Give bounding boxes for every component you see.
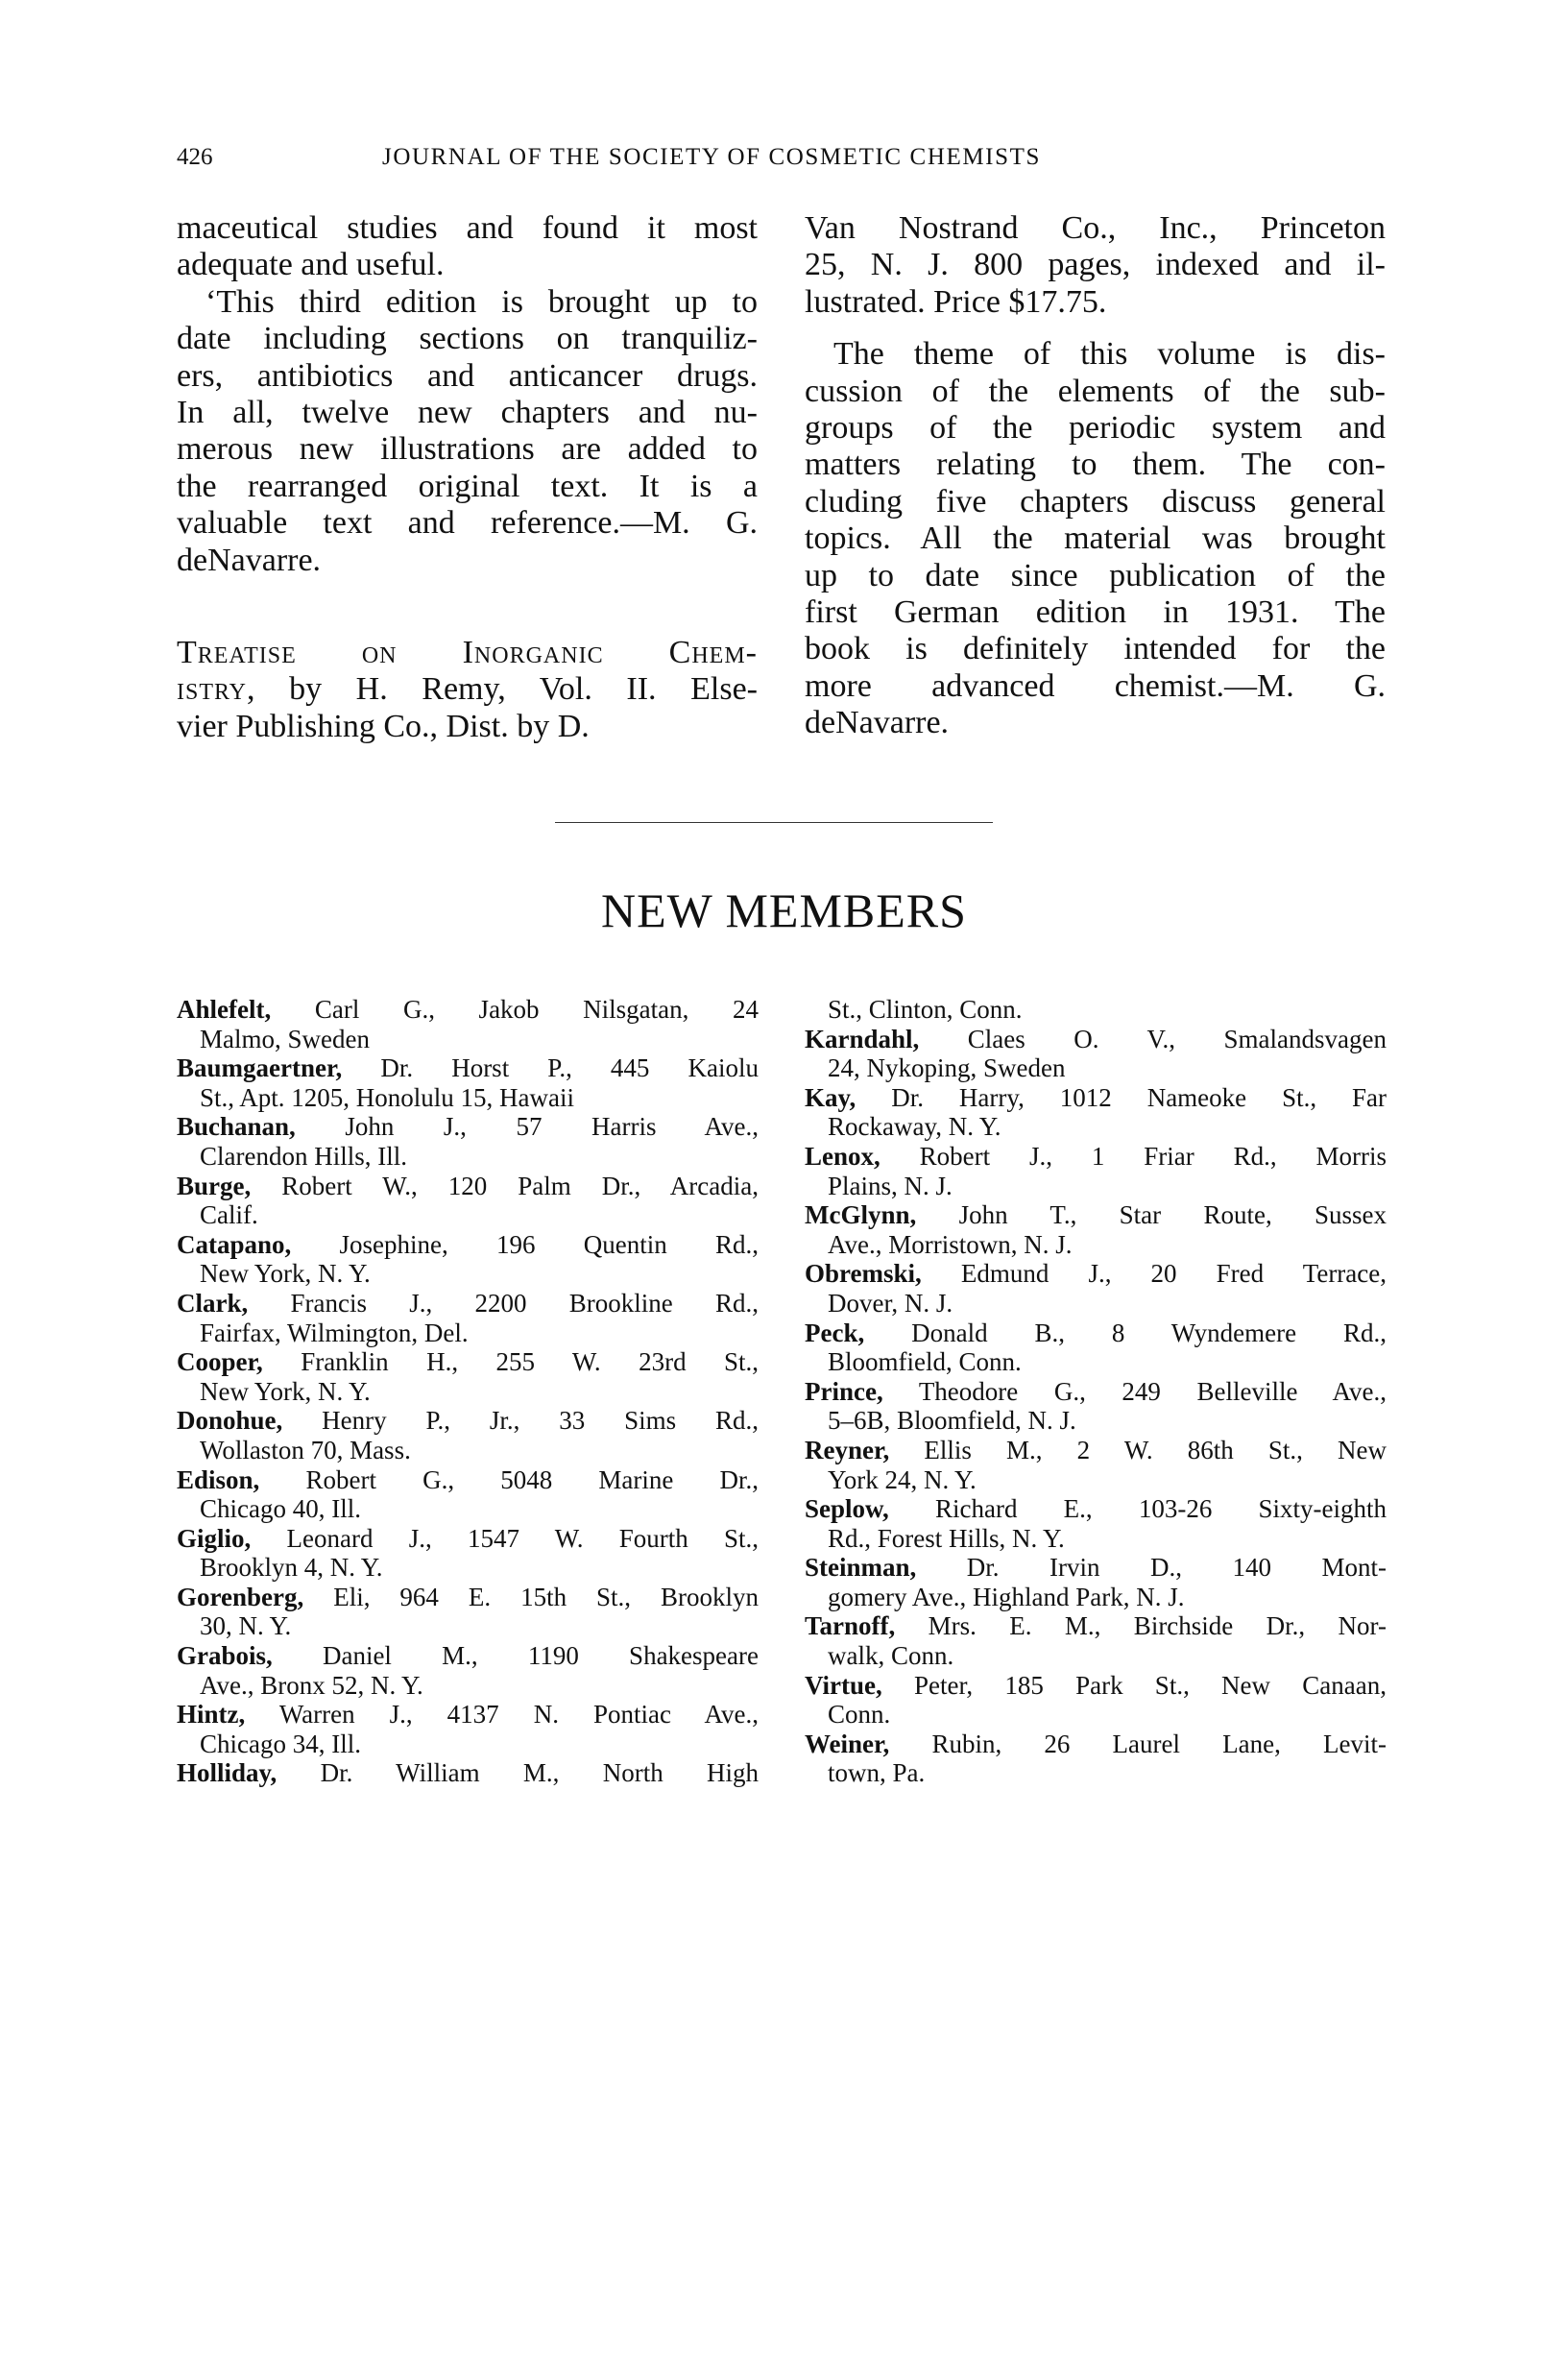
member-address: Eli, 964 E. 15th St., Brooklyn (333, 1582, 760, 1611)
member-line-2: Calif. (200, 1200, 258, 1230)
line-text: ‘This third edition is brought up to (205, 283, 758, 320)
member-name: Weiner, (805, 1729, 890, 1758)
member-line-1 (177, 1112, 759, 1142)
member-line-1 (177, 1053, 759, 1083)
review-paragraph (177, 635, 758, 745)
member-name: Lenox, (805, 1141, 880, 1171)
member-address: Daniel M., 1190 Shakespeare (322, 1641, 759, 1671)
member-line-2: York 24, N. Y. (828, 1464, 977, 1494)
line-text: the rearranged original text. It is a (177, 468, 758, 504)
member-entry (805, 1319, 1387, 1377)
member-entry (805, 1200, 1387, 1259)
member-entry (177, 1230, 759, 1289)
text-line (177, 635, 758, 671)
text-line (177, 431, 758, 468)
member-address: Mrs. E. M., Birchside Dr., Nor- (928, 1611, 1387, 1641)
member-address: Josephine, 196 Quentin Rd., (339, 1229, 759, 1259)
member-name: Seplow, (805, 1494, 889, 1524)
member-name: Kay, (805, 1082, 856, 1112)
member-name: Giglio, (177, 1523, 252, 1553)
member-entry (177, 1758, 759, 1788)
book-title-smallcaps: Treatise on Inorganic Chem- (177, 635, 758, 671)
member-address: Francis J., 2200 Brookline Rd., (290, 1288, 759, 1318)
member-line-1 (177, 1758, 759, 1788)
text-line (177, 543, 758, 579)
member-line-1 (177, 1230, 759, 1260)
member-name: Edison, (177, 1464, 260, 1494)
member-entry (177, 1465, 759, 1524)
member-name: Hintz, (177, 1700, 246, 1730)
member-line-2: Malmo, Sweden (200, 1024, 370, 1053)
text-line (177, 210, 758, 247)
member-name: Baumgaertner, (177, 1053, 343, 1083)
member-line-2: Wollaston 70, Mass. (200, 1435, 411, 1464)
member-line-2: walk, Conn. (828, 1641, 954, 1671)
member-address: Dr. Harry, 1012 Nameoke St., Far (891, 1082, 1387, 1112)
member-line-1 (805, 1611, 1387, 1641)
section-heading: NEW MEMBERS (601, 883, 967, 937)
member-address: Ellis M., 2 W. 86th St., New (924, 1435, 1387, 1464)
member-address: Richard E., 103-26 Sixty-eighth (934, 1494, 1387, 1524)
line-text: groups of the periodic system and (805, 410, 1386, 447)
member-address: Peter, 185 Park St., New Canaan, (913, 1670, 1387, 1700)
section-divider (555, 822, 993, 823)
member-address: Robert G., 5048 Marine Dr., (305, 1464, 760, 1494)
member-address: John T., Star Route, Sussex (958, 1200, 1387, 1230)
member-entry (805, 1025, 1387, 1083)
line-text: date including sections on tranquiliz- (177, 321, 758, 357)
text-line (805, 247, 1386, 283)
text-line (177, 709, 758, 745)
member-name: Gorenberg, (177, 1582, 304, 1611)
member-line-2: 30, N. Y. (200, 1611, 292, 1641)
member-line-2: New York, N. Y. (200, 1259, 371, 1289)
members-list-right (805, 995, 1387, 1788)
line-text: deNavarre. (805, 705, 950, 741)
book-title-smallcaps: istry (177, 671, 248, 708)
member-line-2: New York, N. Y. (200, 1376, 371, 1406)
review-paragraph (177, 210, 758, 284)
member-line-1 (177, 1347, 759, 1377)
member-line-1 (805, 1377, 1387, 1407)
text-line (805, 210, 1386, 247)
member-line-1 (177, 1524, 759, 1554)
member-line-1 (177, 1289, 759, 1319)
line-text: book is definitely intended for the (805, 631, 1386, 667)
member-line-2: town, Pa. (828, 1758, 926, 1788)
member-line-2: Brooklyn 4, N. Y. (200, 1553, 383, 1583)
text-line (177, 505, 758, 542)
member-line-1 (805, 1083, 1387, 1113)
review-column-right (805, 210, 1386, 742)
member-line-1 (805, 1553, 1387, 1583)
text-line (177, 321, 758, 357)
member-name: Donohue, (177, 1406, 283, 1436)
member-name: Reyner, (805, 1435, 890, 1464)
member-name: Holliday, (177, 1758, 277, 1788)
text-line (177, 284, 758, 321)
line-text: lustrated. Price $17.75. (805, 283, 1107, 320)
member-line-2: gomery Ave., Highland Park, N. J. (828, 1582, 1185, 1611)
line-text: merous new illustrations are added to (177, 431, 758, 468)
member-line-1 (805, 1200, 1387, 1230)
member-line-2: 24, Nykoping, Sweden (828, 1053, 1066, 1083)
member-line-1 (805, 1730, 1387, 1759)
text-line (177, 247, 758, 283)
text-line (805, 558, 1386, 594)
text-line (805, 484, 1386, 520)
member-address: Henry P., Jr., 33 Sims Rd., (322, 1406, 760, 1436)
line-text: more advanced chemist.—M. G. (805, 667, 1386, 704)
member-line-2: Ave., Bronx 52, N. Y. (200, 1670, 423, 1700)
member-name: Peck, (805, 1318, 865, 1347)
member-address: Robert J., 1 Friar Rd., Morris (919, 1141, 1387, 1171)
member-address: Leonard J., 1547 W. Fourth St., (286, 1523, 759, 1553)
line-text: up to date since publication of the (805, 557, 1386, 593)
member-address: Rubin, 26 Laurel Lane, Levit- (931, 1729, 1387, 1758)
line-text: The theme of this volume is dis- (833, 336, 1386, 373)
text-line (805, 410, 1386, 447)
line-text: cluding five chapters discuss general (805, 483, 1386, 520)
text-line (805, 336, 1386, 373)
member-entry-continuation: St., Clinton, Conn. (828, 995, 1023, 1024)
line-text: 25, N. J. 800 pages, indexed and il- (805, 247, 1386, 283)
review-column-left (177, 210, 758, 745)
line-text: valuable text and reference.—M. G. (177, 505, 758, 542)
line-text: adequate and useful. (177, 247, 445, 283)
member-address: Theodore G., 249 Belleville Ave., (918, 1376, 1387, 1406)
member-name: Burge, (177, 1171, 252, 1200)
member-entry (177, 1112, 759, 1171)
member-entry (177, 1172, 759, 1230)
member-line-1 (805, 1319, 1387, 1348)
member-entry (177, 1406, 759, 1464)
member-name: Obremski, (805, 1259, 922, 1289)
member-name: Clark, (177, 1288, 249, 1318)
line-text: In all, twelve new chapters and nu- (177, 395, 758, 431)
members-list-left (177, 995, 759, 1788)
member-line-2: Bloomfield, Conn. (828, 1347, 1022, 1377)
line-text: ers, antibiotics and anticancer drugs. (177, 357, 758, 394)
member-address: John J., 57 Harris Ave., (345, 1112, 759, 1142)
member-name: Virtue, (805, 1670, 882, 1700)
member-entry (805, 1730, 1387, 1788)
member-name: Grabois, (177, 1641, 273, 1671)
member-entry (805, 1259, 1387, 1318)
text-line (805, 284, 1386, 321)
text-line (177, 469, 758, 505)
line-text: matters relating to them. The con- (805, 447, 1386, 483)
member-address: Dr. Horst P., 445 Kaiolu (380, 1053, 760, 1083)
member-address: Dr. William M., North High (320, 1758, 760, 1788)
member-name: Buchanan, (177, 1112, 296, 1142)
running-header: JOURNAL OF THE SOCIETY OF COSMETIC CHEMISTS (382, 144, 1041, 170)
text-line (805, 668, 1386, 705)
member-line-1 (177, 995, 759, 1025)
member-line-1 (177, 1700, 759, 1730)
member-line-1 (177, 1641, 759, 1671)
line-text: topics. All the material was brought (805, 520, 1386, 557)
member-entry (177, 1053, 759, 1112)
member-entry (805, 1377, 1387, 1436)
member-name: Cooper, (177, 1347, 263, 1377)
line-text: vier Publishing Co., Dist. by D. (177, 708, 590, 744)
member-line-1 (805, 1671, 1387, 1701)
member-address: Dr. Irvin D., 140 Mont- (966, 1553, 1387, 1583)
member-address: Donald B., 8 Wyndemere Rd., (911, 1318, 1387, 1347)
member-line-2: Rd., Forest Hills, N. Y. (828, 1523, 1065, 1553)
member-entry (805, 1494, 1387, 1553)
member-entry (177, 1524, 759, 1583)
member-name: Steinman, (805, 1553, 917, 1583)
text-line (177, 358, 758, 395)
member-line-1 (805, 1025, 1387, 1054)
member-name: Catapano, (177, 1229, 292, 1259)
text-line (805, 447, 1386, 483)
line-text: first German edition in 1931. The (805, 594, 1386, 631)
member-line-2: St., Apt. 1205, Honolulu 15, Hawaii (200, 1082, 574, 1112)
member-address: Carl G., Jakob Nilsgatan, 24 (314, 995, 760, 1024)
member-entry (805, 1142, 1387, 1200)
member-line-2: Clarendon Hills, Ill. (200, 1141, 407, 1171)
member-entry (805, 1083, 1387, 1142)
line-text: maceutical studies and found it most (177, 210, 758, 246)
member-name: Prince, (805, 1376, 883, 1406)
line-text: deNavarre. (177, 542, 322, 578)
member-address: Robert W., 120 Palm Dr., Arcadia, (281, 1171, 760, 1200)
member-line-1 (805, 1494, 1387, 1524)
member-line-2: Chicago 40, Ill. (200, 1494, 361, 1524)
member-line-2: Conn. (828, 1700, 891, 1730)
member-line-1 (805, 1436, 1387, 1465)
member-line-1 (177, 1406, 759, 1436)
member-line-2: Plains, N. J. (828, 1171, 953, 1200)
member-name: McGlynn, (805, 1200, 917, 1230)
member-line-1 (177, 1583, 759, 1612)
member-entry (805, 1611, 1387, 1670)
member-entry (177, 995, 759, 1053)
member-entry (805, 1671, 1387, 1730)
review-paragraph (805, 336, 1386, 741)
text-line (177, 671, 758, 708)
member-address: Warren J., 4137 N. Pontiac Ave., (278, 1700, 759, 1730)
member-name: Tarnoff, (805, 1611, 896, 1641)
member-entry (177, 1641, 759, 1700)
page-number: 426 (177, 144, 213, 170)
member-address: Franklin H., 255 W. 23rd St., (301, 1347, 760, 1377)
member-entry (177, 1700, 759, 1758)
member-entry (177, 1289, 759, 1347)
member-entry (805, 1436, 1387, 1494)
member-line-1 (177, 1172, 759, 1201)
member-address: Claes O. V., Smalandsvagen (967, 1024, 1387, 1053)
text-line (177, 395, 758, 431)
review-paragraph (177, 284, 758, 579)
member-name: Ahlefelt, (177, 995, 272, 1024)
member-line-2: Fairfax, Wilmington, Del. (200, 1318, 469, 1347)
member-entry (177, 1583, 759, 1641)
member-line-1 (177, 1465, 759, 1495)
text-line (805, 374, 1386, 410)
line-text: cussion of the elements of the sub- (805, 373, 1386, 409)
member-line-2: Dover, N. J. (828, 1288, 953, 1318)
line-text: Van Nostrand Co., Inc., Princeton (805, 210, 1386, 246)
member-line-2: Rockaway, N. Y. (828, 1112, 1001, 1142)
text-line (805, 631, 1386, 667)
member-address: Edmund J., 20 Fred Terrace, (960, 1259, 1387, 1289)
member-line-2: 5–6B, Bloomfield, N. J. (828, 1406, 1076, 1436)
member-name: Karndahl, (805, 1024, 920, 1053)
member-line-1 (805, 1259, 1387, 1289)
member-entry (177, 1347, 759, 1406)
text-line (805, 705, 1386, 741)
text-line (805, 594, 1386, 631)
member-line-2: Ave., Morristown, N. J. (828, 1229, 1073, 1259)
member-entry (805, 1553, 1387, 1611)
member-line-1 (805, 1142, 1387, 1172)
line-text: , by H. Remy, Vol. II. Else- (247, 671, 758, 708)
text-line (805, 520, 1386, 557)
member-line-2: Chicago 34, Ill. (200, 1729, 361, 1758)
review-paragraph (805, 210, 1386, 321)
